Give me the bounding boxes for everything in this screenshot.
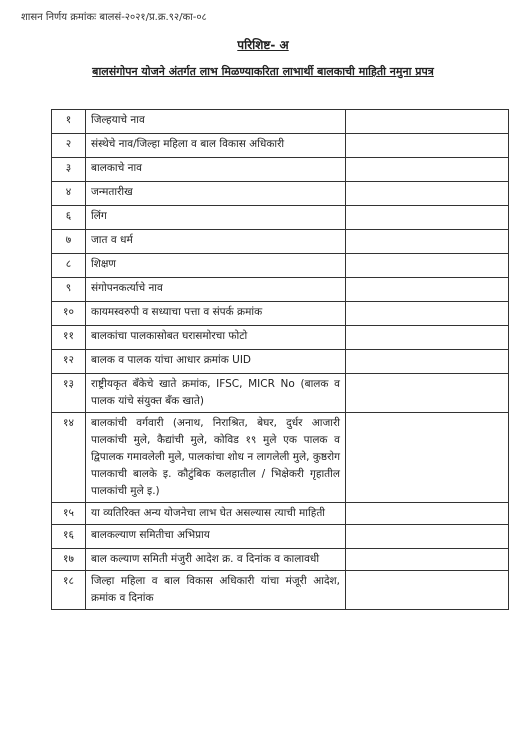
row-value-blank[interactable] [346,182,509,206]
row-value-blank[interactable] [346,230,509,254]
row-value-blank[interactable] [346,503,509,525]
row-value-blank[interactable] [346,374,509,413]
document-reference-number: शासन निर्णय क्रमांकः बालसं-२०२१/प्र.क्र.९२/का-०८ [21,12,207,23]
table-row [52,549,509,571]
row-value-blank[interactable] [346,206,509,230]
row-label: संगोपनकर्त्याचे नाव [86,278,346,302]
row-number: १० [52,302,86,326]
row-label: संस्थेचे नाव/जिल्हा महिला व बाल विकास अधिकारी [86,134,346,158]
row-value-blank[interactable] [346,134,509,158]
row-label: बालकांचा पालकासोबत घरासमोरचा फोटो [86,326,346,350]
row-value-blank[interactable] [346,326,509,350]
table-row [52,571,509,610]
table-row [52,182,509,206]
row-number: ३ [52,158,86,182]
row-value-blank[interactable] [346,278,509,302]
row-number: ९ [52,278,86,302]
row-value-blank[interactable] [346,525,509,549]
row-label: या व्यतिरिक्त अन्य योजनेचा लाभ घेत असल्यास त्याची माहिती [86,503,346,525]
row-number: १६ [52,525,86,549]
row-number: १ [52,110,86,134]
row-label: जिल्हा महिला व बाल विकास अधिकारी यांचा मंजूरी आदेश, क्रमांक व दिनांक [86,571,346,610]
table-row [52,110,509,134]
row-number: १८ [52,571,86,610]
row-value-blank[interactable] [346,413,509,503]
table-row [52,326,509,350]
row-number: १२ [52,350,86,374]
table-row [52,278,509,302]
row-label: बाल कल्याण समिती मंजुरी आदेश क्र. व दिनांक व कालावधी [86,549,346,571]
table-row [52,503,509,525]
row-value-blank[interactable] [346,110,509,134]
row-number: १४ [52,413,86,503]
table-row [52,158,509,182]
row-value-blank[interactable] [346,350,509,374]
row-value-blank[interactable] [346,254,509,278]
row-label: जात व धर्म [86,230,346,254]
row-label: बालकांची वर्गवारी (अनाथ, निराश्रित, बेघर, दुर्धर आजारी पालकांची मुले, कैद्यांची मुले, कोविड १९ मुले एक पालक व द्विपालक गमावलेली मुले, पालकांचा शोध न लागलेली मुले, कुष्ठरोग पालकाची बालके इ. कौटुंबिक कलहातील / भिक्षेकरी गृहातील पालकांची मुले इ.) [86,413,346,503]
table-row [52,206,509,230]
row-number: ४ [52,182,86,206]
row-value-blank[interactable] [346,571,509,610]
beneficiary-info-form-table [51,109,509,610]
row-value-blank[interactable] [346,302,509,326]
row-number: ८ [52,254,86,278]
table-row [52,413,509,503]
table-row [52,350,509,374]
row-label: जिल्हयाचे नाव [86,110,346,134]
row-number: १७ [52,549,86,571]
row-number: २ [52,134,86,158]
appendix-title: परिशिष्ट- अ [237,38,289,52]
row-number: १५ [52,503,86,525]
row-label: जन्मतारीख [86,182,346,206]
row-number: १३ [52,374,86,413]
row-label: बालकल्याण समितीचा अभिप्राय [86,525,346,549]
row-label: शिक्षण [86,254,346,278]
row-label: बालकाचे नाव [86,158,346,182]
table-row [52,525,509,549]
row-value-blank[interactable] [346,158,509,182]
row-label: बालक व पालक यांचा आधार क्रमांक UID [86,350,346,374]
table-row [52,254,509,278]
table-row [52,230,509,254]
row-label: कायमस्वरुपी व सध्याचा पत्ता व संपर्क क्रमांक [86,302,346,326]
row-number: ६ [52,206,86,230]
row-value-blank[interactable] [346,549,509,571]
row-label: राष्ट्रीयकृत बँकेचे खाते क्रमांक, IFSC, MICR No (बालक व पालक यांचे संयुक्त बँक खाते) [86,374,346,413]
table-row [52,374,509,413]
row-label: लिंग [86,206,346,230]
form-subtitle: बालसंगोपन योजने अंतर्गत लाभ मिळण्याकरिता लाभार्थी बालकाची माहिती नमुना प्रपत्र [92,65,434,78]
table-row [52,134,509,158]
table-row [52,302,509,326]
row-number: ११ [52,326,86,350]
row-number: ७ [52,230,86,254]
